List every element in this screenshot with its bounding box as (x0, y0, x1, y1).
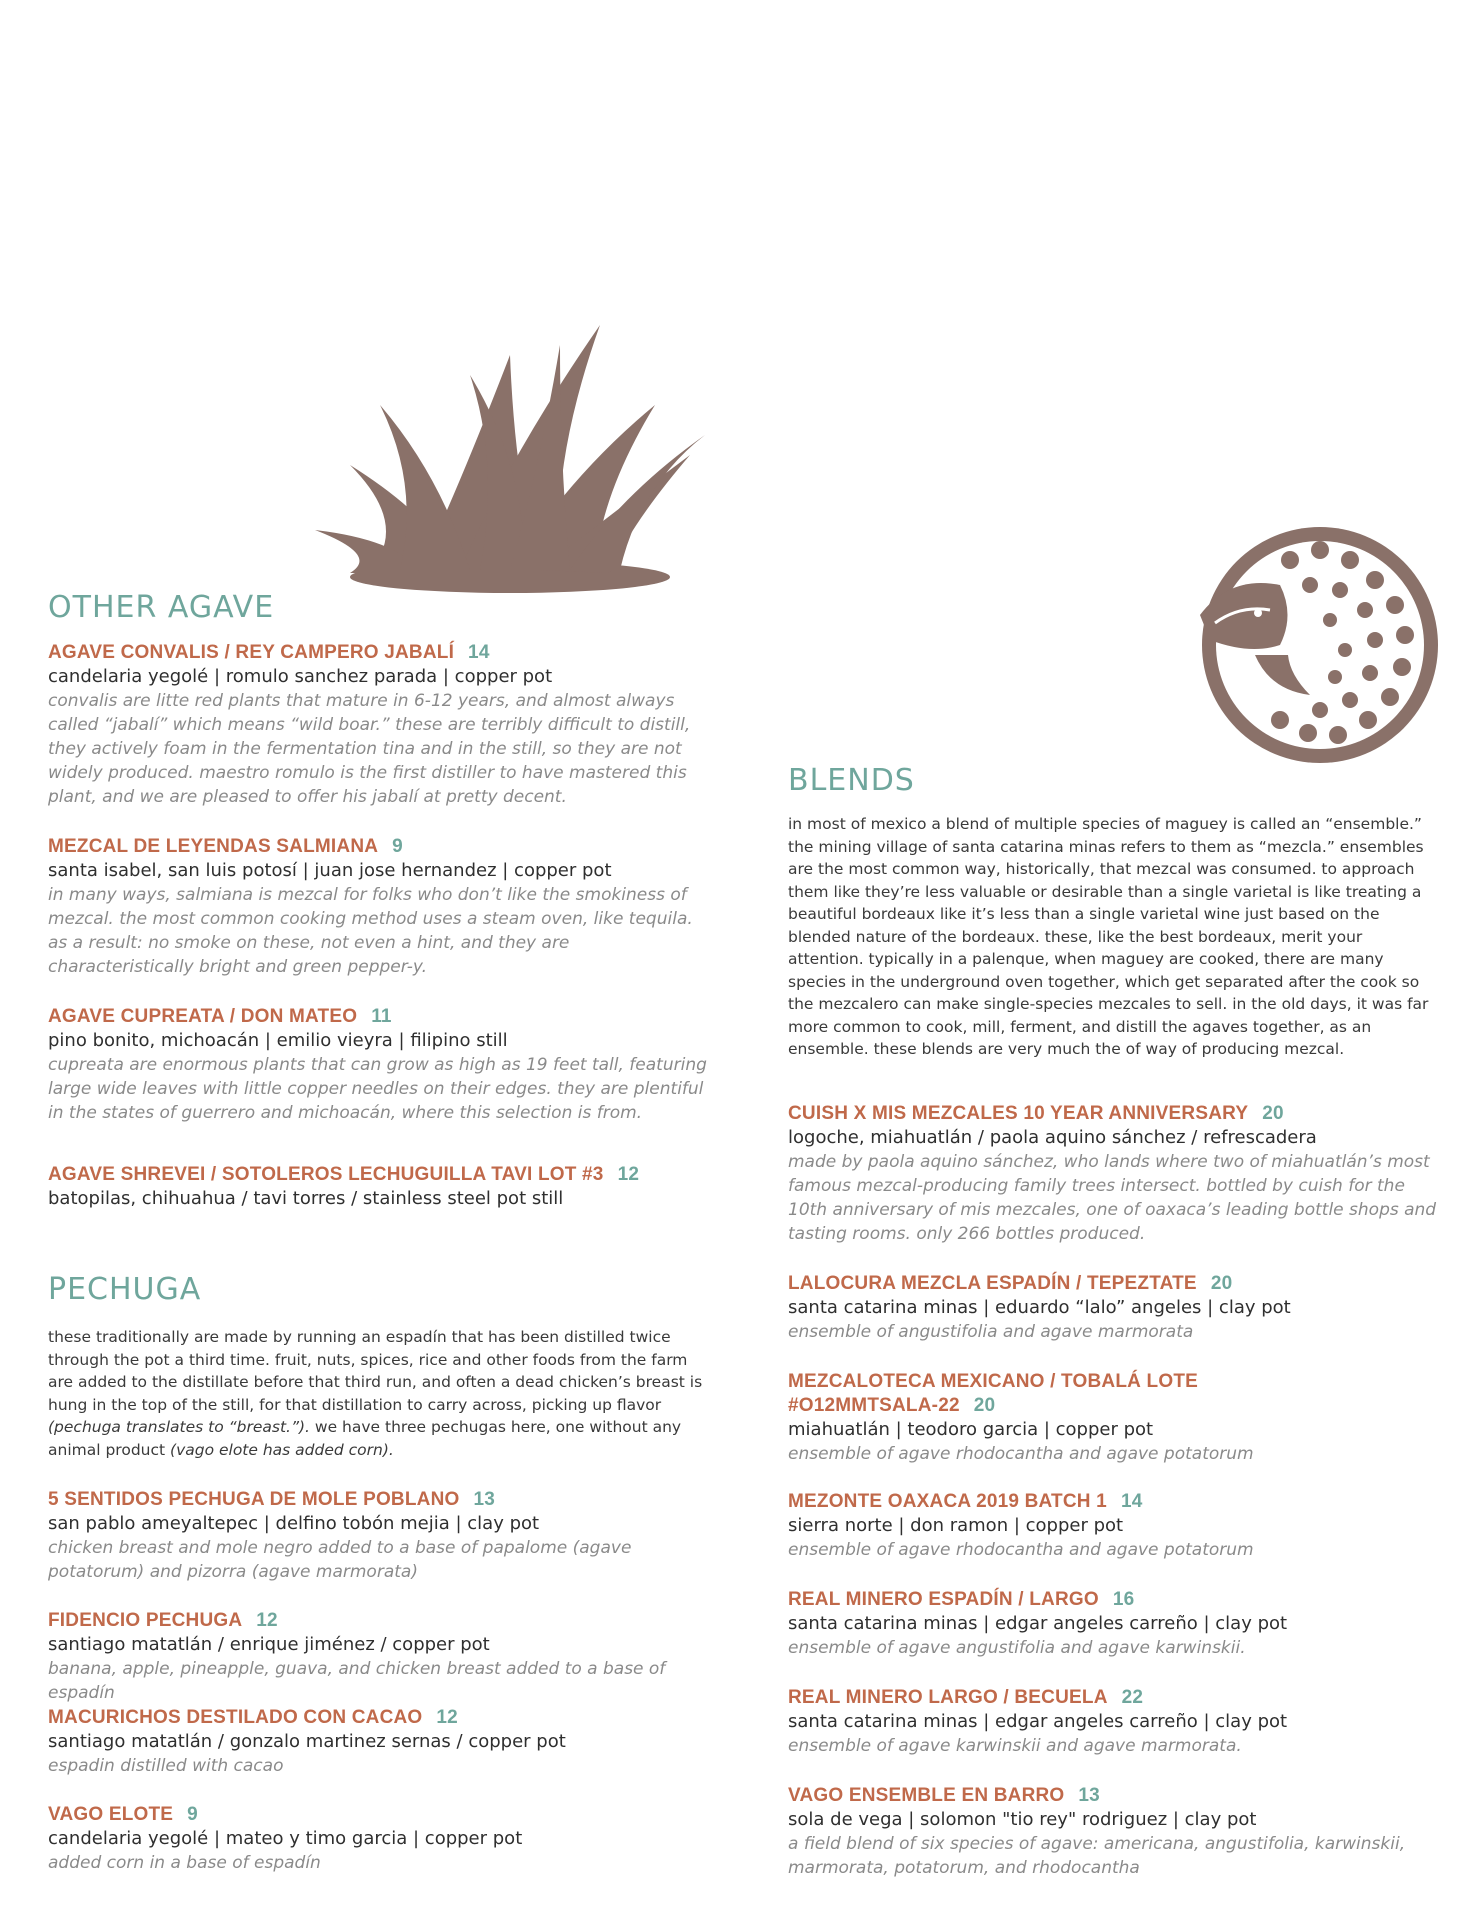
item-name: AGAVE SHREVEI / SOTOLEROS LECHUGUILLA TAVI LOT #3 (48, 1164, 604, 1185)
item-description: espadin distilled with cacao (48, 1756, 284, 1776)
item-origin: sierra norte | don ramon | copper pot (788, 1515, 1124, 1536)
intro-italic: (pechuga translates to “breast.”). (48, 1418, 310, 1436)
menu-item-vago-ensemble (788, 1784, 1438, 1880)
item-price: 22 (1121, 1687, 1144, 1708)
item-name: MEZCALOTECA MEXICANO / TOBALÁ LOTE #O12MMTSALA-22 (788, 1371, 1199, 1416)
item-name: LALOCURA MEZCLA ESPADÍN / TEPEZTATE (788, 1273, 1197, 1294)
menu-item-cuish (788, 1102, 1438, 1246)
item-price: 12 (256, 1610, 278, 1631)
item-origin: santa catarina minas | edgar angeles carreño | clay pot (788, 1613, 1288, 1634)
menu-item-cupreata (48, 1005, 708, 1125)
item-description: convalis are litte red plants that mature in 6-12 years, and almost always called “jabalí” which means “wild boar.” these are terribly difficult to distill, they actively foam in the fermentation tina and in the still, so they are not widely produced. maestro romulo is the first distiller to have mastered this plant, and we are pleased to offer his jabalí at pretty decent. (48, 691, 691, 807)
menu-item-macurichos (48, 1706, 566, 1778)
item-description: ensemble of agave rhodocantha and agave potatorum (788, 1444, 1254, 1464)
item-name: MEZONTE OAXACA 2019 BATCH 1 (788, 1491, 1107, 1512)
blends-intro: in most of mexico a blend of multiple species of maguey is called an “ensemble.” the mining village of santa catarina minas refers to them as “mezcla.” ensembles are the most common way, historically, that mezcal was consumed. to approach them like they’re less valuable or desirable than a single varietal is like treating a beautiful bordeaux like it’s less than a single varietal wine just based on the blended nature of the bordeaux. these, like the best bordeaux, merit your attention. typically in a palenque, when maguey are cooked, there are many species in the underground oven together, which get separated after the cook so the mezcalero can make single-species mezcales to sell. in the old days, it was far more common to cook, mill, ferment, and distill the agaves together, as an ensemble. these blends are very much the of way of producing mezcal. (788, 815, 1429, 1058)
intro-text: we have three pechugas here, one without any animal product (48, 1418, 682, 1459)
item-origin: candelaria yegolé | romulo sanchez parada | copper pot (48, 666, 553, 687)
menu-item-lalocura (788, 1272, 1291, 1344)
item-origin: santa catarina minas | edgar angeles carreño | clay pot (788, 1711, 1288, 1732)
menu-item-agave-convalis (48, 641, 708, 809)
left-column (48, 0, 708, 1920)
item-name: MACURICHOS DESTILADO CON CACAO (48, 1707, 423, 1728)
section-title-blends: BLENDS (788, 763, 915, 798)
item-price: 20 (1210, 1273, 1233, 1294)
menu-item-shrevei (48, 1163, 639, 1211)
item-price: 12 (436, 1707, 458, 1728)
item-name: FIDENCIO PECHUGA (48, 1610, 243, 1631)
item-name: AGAVE CONVALIS / REY CAMPERO JABALÍ (48, 642, 455, 663)
item-origin: logoche, miahuatlán / paola aquino sánchez / refrescadera (788, 1127, 1317, 1148)
item-price: 20 (973, 1395, 996, 1416)
item-origin: santa isabel, san luis potosí | juan jose hernandez | copper pot (48, 860, 612, 881)
item-price: 14 (1120, 1491, 1143, 1512)
item-price: 9 (187, 1804, 198, 1825)
item-price: 13 (473, 1489, 496, 1510)
item-origin: miahuatlán | teodoro garcia | copper pot (788, 1419, 1154, 1440)
item-origin: san pablo ameyaltepec | delfino tobón mejia | clay pot (48, 1513, 540, 1534)
item-name: 5 SENTIDOS PECHUGA DE MOLE POBLANO (48, 1489, 460, 1510)
item-origin: candelaria yegolé | mateo y timo garcia | copper pot (48, 1828, 523, 1849)
intro-italic: (vago elote has added corn). (170, 1440, 394, 1459)
item-name: VAGO ENSEMBLE EN BARRO (788, 1785, 1065, 1806)
item-description: ensemble of agave rhodocantha and agave potatorum (788, 1540, 1254, 1560)
item-origin: pino bonito, michoacán | emilio vieyra | filipino still (48, 1030, 508, 1051)
item-name: VAGO ELOTE (48, 1804, 174, 1825)
item-price: 20 (1262, 1103, 1284, 1124)
item-price: 11 (371, 1006, 392, 1027)
item-description: made by paola aquino sánchez, who lands where two of miahuatlán’s most famous mezcal-producing family trees intersect. bottled by cuish for the 10th anniversary of mis mezcales, one of oaxaca’s leading bottle shops and tasting rooms. only 266 bottles produced. (788, 1152, 1437, 1244)
item-name: CUISH X MIS MEZCALES 10 YEAR ANNIVERSARY (788, 1103, 1249, 1124)
item-origin: santiago matatlán / gonzalo martinez sernas / copper pot (48, 1731, 566, 1752)
item-description: cupreata are enormous plants that can grow as high as 19 feet tall, featuring large wide leaves with little copper needles on their edges. they are plentiful in the states of guerrero and michoacán, where this selection is from. (48, 1055, 707, 1123)
item-description: chicken breast and mole negro added to a base of papalome (agave potatorum) and pizorra (agave marmorata) (48, 1538, 632, 1582)
item-origin: sola de vega | solomon "tio rey" rodriguez | clay pot (788, 1809, 1257, 1830)
right-column (788, 0, 1438, 1920)
item-name: REAL MINERO ESPADÍN / LARGO (788, 1589, 1099, 1610)
item-price: 9 (392, 836, 403, 857)
menu-item-real-minero-espadin (788, 1588, 1287, 1660)
item-origin: santa catarina minas | eduardo “lalo” angeles | clay pot (788, 1297, 1291, 1318)
menu-item-real-minero-largo (788, 1686, 1287, 1758)
menu-item-mezcaloteca (788, 1370, 1254, 1466)
item-price: 16 (1112, 1589, 1135, 1610)
item-price: 12 (617, 1164, 640, 1185)
item-description: added corn in a base of espadín (48, 1853, 321, 1873)
item-origin: batopilas, chihuahua / tavi torres / stainless steel pot still (48, 1188, 564, 1209)
item-name: REAL MINERO LARGO / BECUELA (788, 1687, 1108, 1708)
item-description: ensemble of angustifolia and agave marmorata (788, 1322, 1194, 1342)
item-origin: santiago matatlán / enrique jiménez / copper pot (48, 1634, 490, 1655)
item-name: AGAVE CUPREATA / DON MATEO (48, 1006, 358, 1027)
item-description: ensemble of agave angustifolia and agave karwinskii. (788, 1638, 1246, 1658)
item-price: 14 (468, 642, 490, 663)
menu-item-fidencio (48, 1609, 708, 1705)
item-name: MEZCAL DE LEYENDAS SALMIANA (48, 836, 379, 857)
item-description: a field blend of six species of agave: americana, angustifolia, karwinskii, marmorata, potatorum, and rhodocantha (788, 1834, 1406, 1878)
menu-item-vago-elote (48, 1803, 522, 1875)
menu-item-salmiana (48, 835, 708, 979)
intro-text: these traditionally are made by running an espadín that has been distilled twice through the pot a third time. fruit, nuts, spices, rice and other foods from the farm are added to the distillate before that third run, and often a dead chicken’s breast is hung in the top of the still, for that distillation to carry across, picking up flavor (48, 1328, 703, 1414)
section-title-pechuga: PECHUGA (48, 1272, 202, 1307)
menu-item-5-sentidos (48, 1488, 708, 1584)
section-title-other-agave: OTHER AGAVE (48, 590, 275, 625)
menu-item-mezonte (788, 1490, 1254, 1562)
item-description: banana, apple, pineapple, guava, and chicken breast added to a base of espadín (48, 1659, 666, 1703)
item-price: 13 (1078, 1785, 1100, 1806)
item-description: in many ways, salmiana is mezcal for folks who don’t like the smokiness of mezcal. the most common cooking method uses a steam oven, like tequila. as a result: no smoke on these, not even a hint, and they are characteristically bright and green pepper-y. (48, 885, 693, 977)
pechuga-intro (48, 1326, 708, 1461)
item-description: ensemble of agave karwinskii and agave marmorata. (788, 1736, 1242, 1756)
